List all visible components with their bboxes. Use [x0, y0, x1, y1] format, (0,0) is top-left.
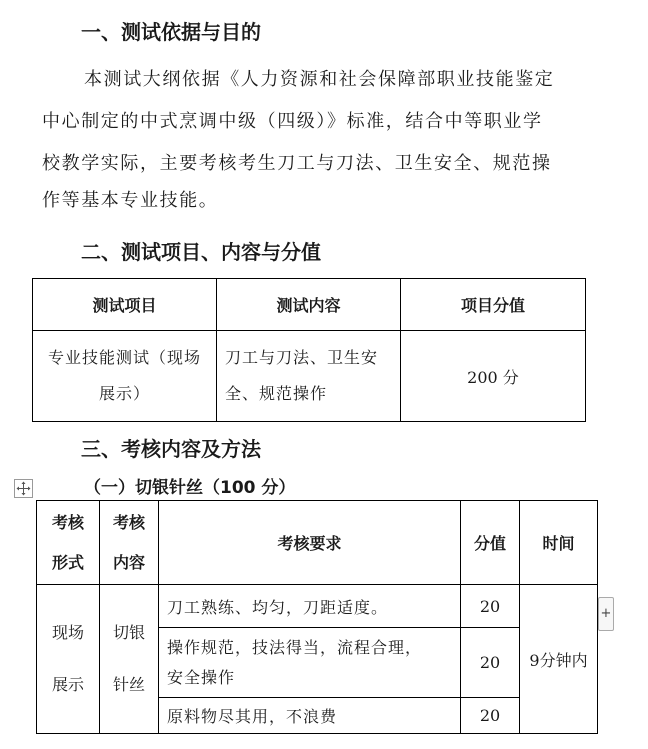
cell-test-content-line-2: 全、规范操作 [225, 384, 328, 403]
table-row [37, 585, 598, 628]
cell-assessment-content [100, 585, 159, 734]
test-items-table [32, 278, 586, 422]
table-move-handle[interactable] [14, 479, 33, 498]
header-assessment-content-line-1: 考核 [112, 512, 145, 532]
header-assessment-form [37, 501, 100, 585]
cell-score-3: 20 [461, 698, 520, 734]
assessment-header-row [37, 501, 598, 585]
cell-test-content-line-1: 刀工与刀法、卫生安 [225, 348, 379, 367]
section3-subheading: （一）切银针丝（100 分） [84, 478, 296, 498]
cell-assessment-form-line-1: 现场 [51, 623, 84, 642]
cell-requirement-3 [159, 698, 461, 734]
header-item-score: 项目分值 [401, 279, 586, 331]
section1-line-1: 本测试大纲依据《人力资源和社会保障部职业技能鉴定 [84, 69, 555, 90]
section1-line-4: 作等基本专业技能。 [42, 190, 219, 211]
cell-score-2: 20 [461, 628, 520, 698]
cell-test-content [217, 331, 401, 422]
cell-time: 9分钟内 [520, 585, 598, 734]
requirement-1-line-1: 刀工熟练、均匀，刀距适度。 [167, 597, 389, 617]
cell-assessment-content-line-1: 切银 [112, 623, 145, 642]
header-assessment-requirements: 考核要求 [159, 501, 461, 585]
table-row [33, 331, 586, 422]
requirement-2-line-1: 操作规范，技法得当，流程合理， [167, 637, 423, 657]
section1-line-3: 校教学实际，主要考核考生刀工与刀法、卫生安全、规范操 [42, 153, 552, 174]
cell-score-1: 20 [461, 585, 520, 628]
header-assessment-content [100, 501, 159, 585]
header-score: 分值 [461, 501, 520, 585]
section1-line-2: 中心制定的中式烹调中级（四级）》标准，结合中等职业学 [42, 111, 543, 132]
cell-assessment-form [37, 585, 100, 734]
header-assessment-form-line-2: 形式 [51, 552, 84, 572]
cell-test-item-line-1: 专业技能测试（现场 [47, 348, 201, 367]
requirement-3-line-1: 原料物尽其用，不浪费 [167, 707, 338, 726]
assessment-table [36, 500, 598, 734]
table-header-row [33, 279, 586, 331]
section2-heading: 二、测试项目、内容与分值 [81, 240, 321, 264]
cell-test-item-line-2: 展示） [98, 384, 150, 403]
cell-requirement-1 [159, 585, 461, 628]
move-arrows-icon [15, 480, 32, 497]
header-test-content: 测试内容 [217, 279, 401, 331]
section3-heading: 三、考核内容及方法 [81, 437, 261, 461]
section1-heading: 一、测试依据与目的 [81, 20, 261, 44]
cell-assessment-content-line-2: 针丝 [112, 675, 145, 694]
cell-requirement-2 [159, 628, 461, 698]
header-assessment-form-line-1: 考核 [51, 512, 84, 532]
cell-item-score: 200 分 [401, 331, 586, 422]
add-column-button[interactable]: + [598, 597, 614, 631]
requirement-2-line-2: 安全操作 [167, 667, 236, 687]
header-test-item: 测试项目 [33, 279, 217, 331]
cell-assessment-form-line-2: 展示 [51, 675, 84, 694]
header-assessment-content-line-2: 内容 [112, 552, 145, 572]
cell-test-item [33, 331, 217, 422]
header-time: 时间 [520, 501, 598, 585]
